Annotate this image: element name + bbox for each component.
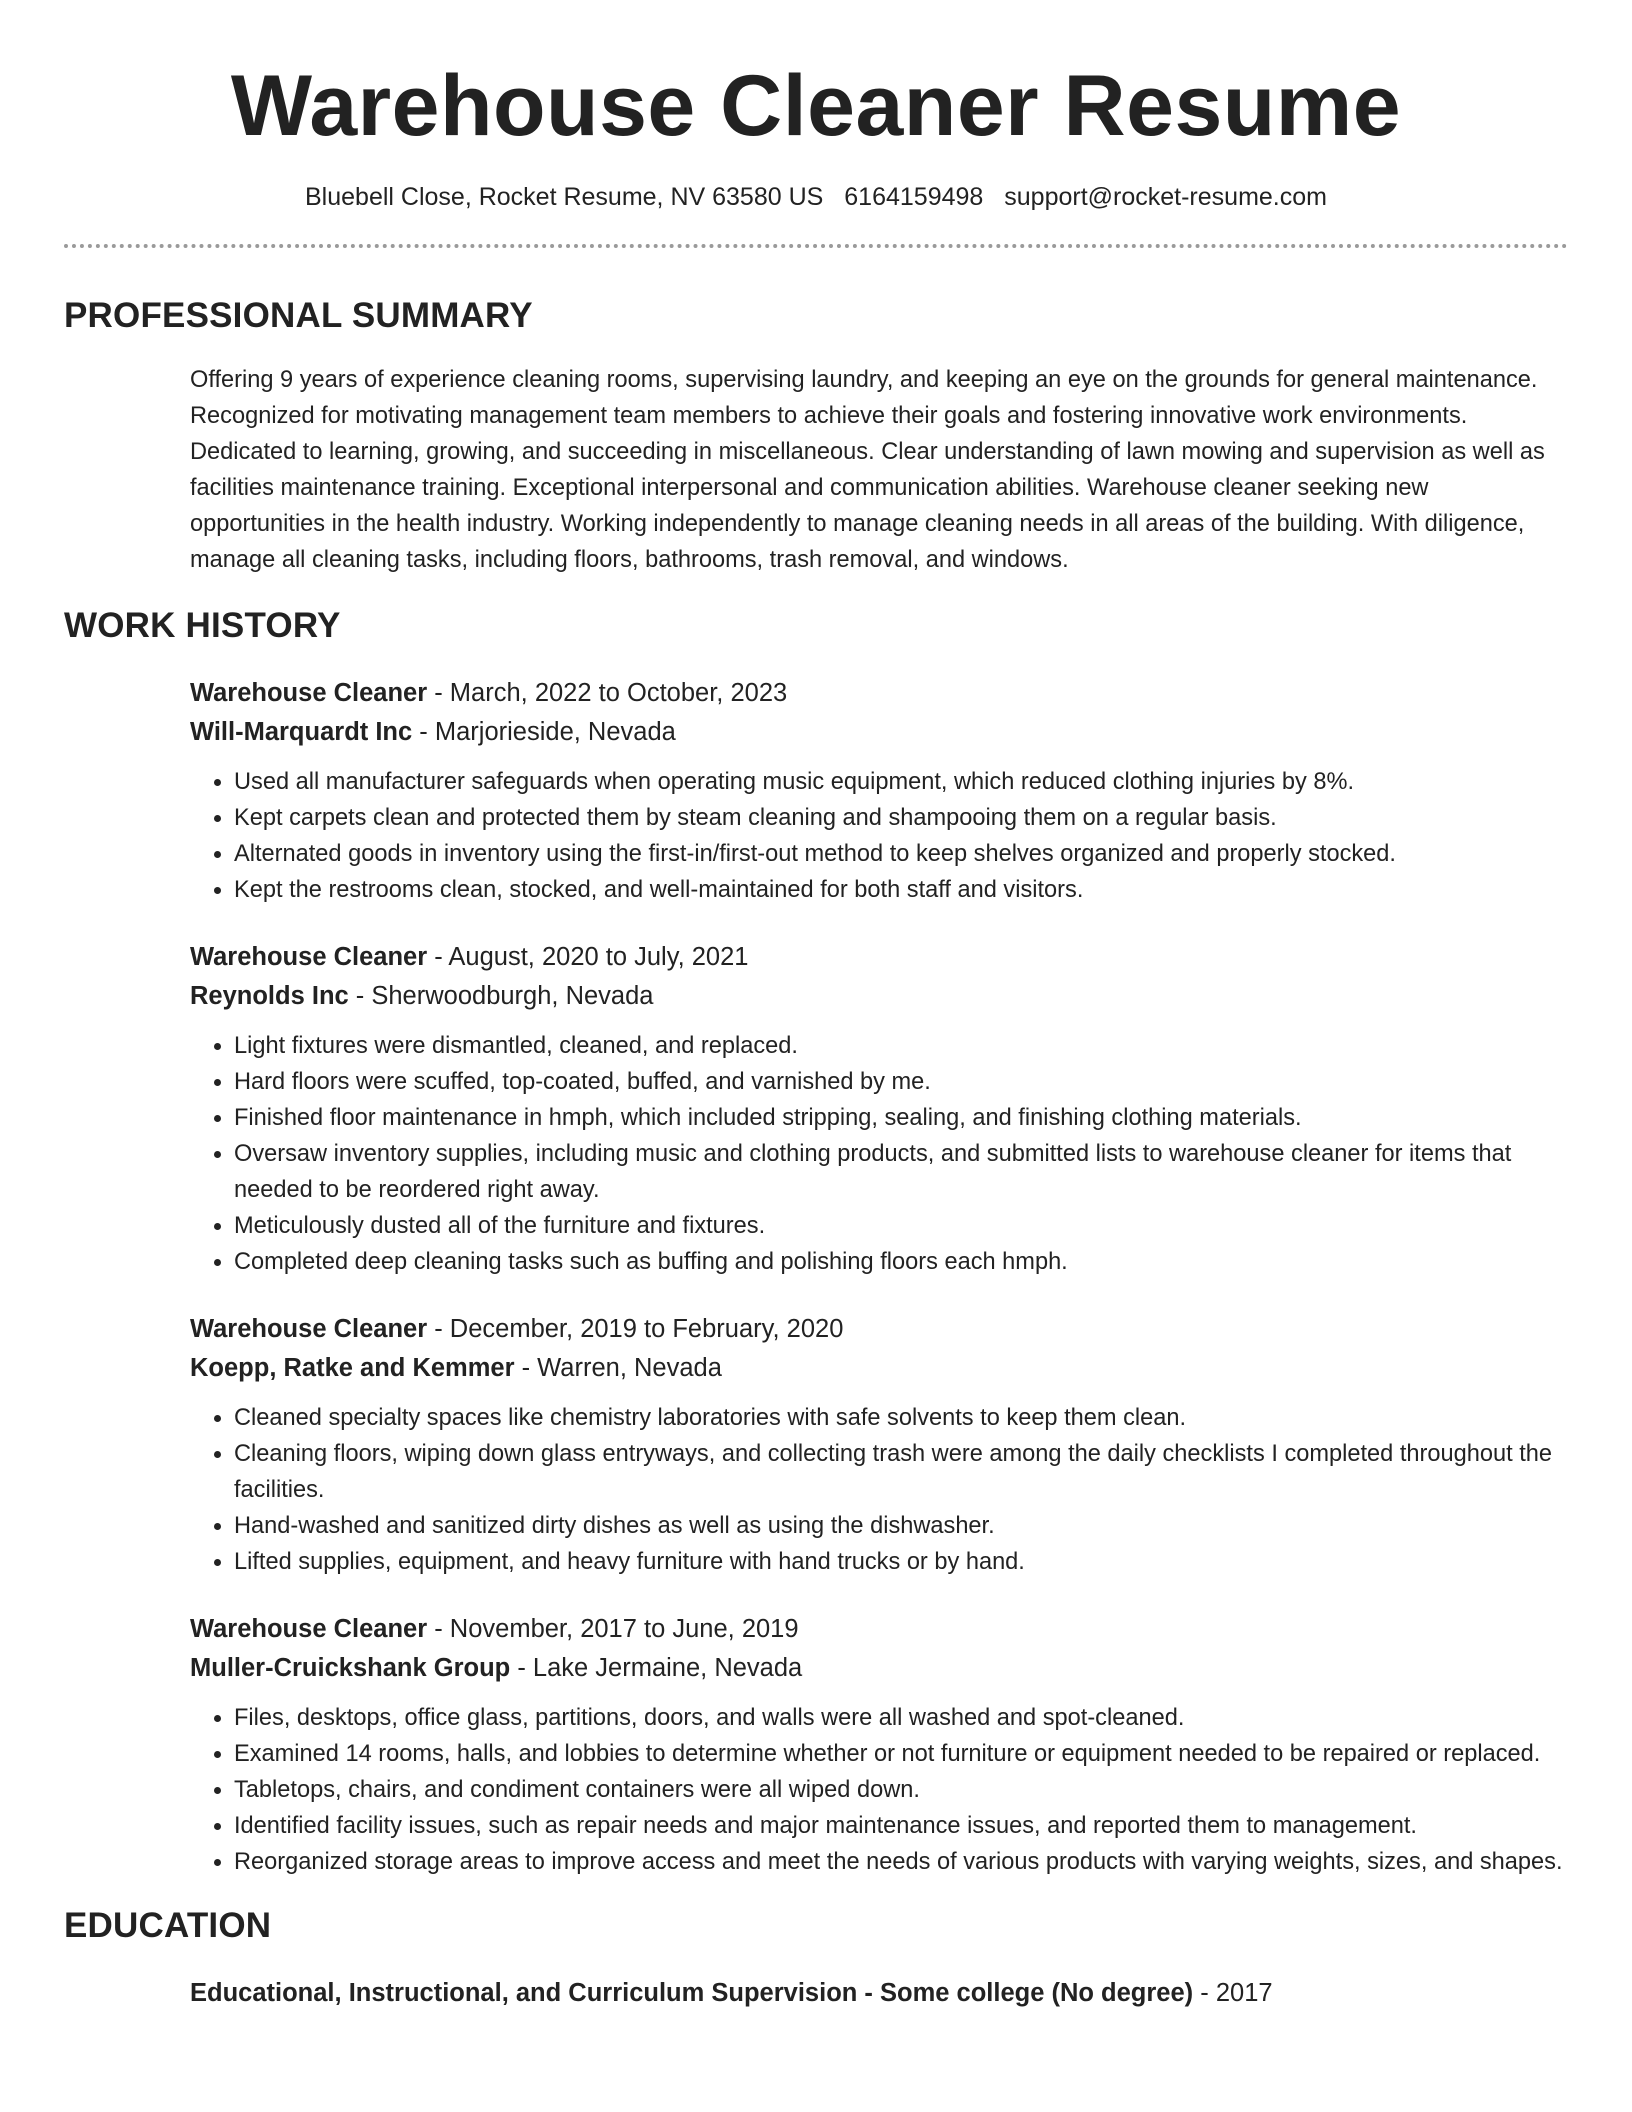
contact-address: Bluebell Close, Rocket Resume, NV 63580 US <box>305 183 824 211</box>
job-bullet: • Completed deep cleaning tasks such as buffing and polishing floors each hmph. <box>234 1244 1568 1280</box>
work-history-heading: WORK HISTORY <box>64 606 341 645</box>
job-company: Muller-Cruickshank Group <box>190 1654 511 1682</box>
job-location: - Marjorieside, Nevada <box>412 718 676 746</box>
education-heading: EDUCATION <box>64 1906 272 1945</box>
job-bullets <box>190 1400 1568 1580</box>
job-bullet: • Tabletops, chairs, and condiment containers were all wiped down. <box>234 1772 1568 1808</box>
job-title-line <box>190 938 1568 977</box>
job-title: Warehouse Cleaner <box>190 943 428 971</box>
job-entry <box>190 1610 1568 1880</box>
job-bullet: • Finished floor maintenance in hmph, which included stripping, sealing, and finishing clothing materials. <box>234 1100 1568 1136</box>
job-bullet: • Identified facility issues, such as repair needs and major maintenance issues, and reported them to management. <box>234 1808 1568 1844</box>
job-bullet: • Files, desktops, office glass, partitions, doors, and walls were all washed and spot-cleaned. <box>234 1700 1568 1736</box>
job-bullet: • Hard floors were scuffed, top-coated, buffed, and varnished by me. <box>234 1064 1568 1100</box>
job-company-line <box>190 1649 1568 1688</box>
job-location: - Sherwoodburgh, Nevada <box>348 982 654 1010</box>
job-company-line <box>190 713 1568 752</box>
job-title: Warehouse Cleaner <box>190 1615 428 1643</box>
contact-line <box>64 180 1568 214</box>
contact-email: support@rocket-resume.com <box>1004 183 1327 211</box>
job-title: Warehouse Cleaner <box>190 679 428 707</box>
job-bullets <box>190 1028 1568 1280</box>
job-location: - Warren, Nevada <box>514 1354 722 1382</box>
contact-phone: 6164159498 <box>844 183 984 211</box>
job-dates: - November, 2017 to June, 2019 <box>427 1615 799 1643</box>
job-bullet: • Used all manufacturer safeguards when operating music equipment, which reduced clothing injuries by 8%. <box>234 764 1568 800</box>
resume-title: Warehouse Cleaner Resume <box>230 58 1402 154</box>
work-history-list <box>190 674 1568 1880</box>
header-divider <box>64 244 1568 248</box>
job-bullet: • Hand-washed and sanitized dirty dishes as well as using the dishwasher. <box>234 1508 1568 1544</box>
job-title-line <box>190 1610 1568 1649</box>
job-bullet: • Examined 14 rooms, halls, and lobbies to determine whether or not furniture or equipment needed to be repaired or replaced. <box>234 1736 1568 1772</box>
job-bullet: • Cleaning floors, wiping down glass entryways, and collecting trash were among the daily checklists I completed throughout the facilities. <box>234 1436 1568 1508</box>
job-bullet: • Meticulously dusted all of the furniture and fixtures. <box>234 1208 1568 1244</box>
job-company: Reynolds Inc <box>190 982 349 1010</box>
job-entry <box>190 1310 1568 1580</box>
job-title-line <box>190 674 1568 713</box>
job-entry <box>190 938 1568 1280</box>
job-bullet: • Oversaw inventory supplies, including music and clothing products, and submitted lists to warehouse cleaner for items that needed to be reordered right away. <box>234 1136 1568 1208</box>
job-title-line <box>190 1310 1568 1349</box>
job-company: Will-Marquardt Inc <box>190 718 413 746</box>
job-bullets <box>190 1700 1568 1880</box>
job-dates: - March, 2022 to October, 2023 <box>427 679 788 707</box>
job-bullets <box>190 764 1568 908</box>
job-title: Warehouse Cleaner <box>190 1315 428 1343</box>
summary-text: Offering 9 years of experience cleaning rooms, supervising laundry, and keeping an eye on the grounds for general maintenance. Recognized for motivating management team members to achieve their goals and fostering innovative work environments. Dedicated to learning, growing, and succeeding in miscellaneous. Clear understanding of lawn mowing and supervision as well as facilities maintenance training. Exceptional interpersonal and communication abilities. Warehouse cleaner seeking new opportunities in the health industry. Working independently to manage cleaning needs in all areas of the building. With diligence, manage all cleaning tasks, including floors, bathrooms, trash removal, and windows. <box>190 367 1545 573</box>
job-company: Koepp, Ratke and Kemmer <box>190 1354 515 1382</box>
job-location: - Lake Jermaine, Nevada <box>510 1654 803 1682</box>
education-year: - 2017 <box>1193 1979 1273 2007</box>
job-bullet: • Alternated goods in inventory using the first-in/first-out method to keep shelves organized and properly stocked. <box>234 836 1568 872</box>
job-dates: - August, 2020 to July, 2021 <box>427 943 749 971</box>
job-bullet: • Kept carpets clean and protected them by steam cleaning and shampooing them on a regular basis. <box>234 800 1568 836</box>
job-bullet: • Kept the restrooms clean, stocked, and well-maintained for both staff and visitors. <box>234 872 1568 908</box>
job-bullet: • Reorganized storage areas to improve access and meet the needs of various products with varying weights, sizes, and shapes. <box>234 1844 1568 1880</box>
education-degree: Educational, Instructional, and Curriculum Supervision - Some college (No degree) <box>190 1979 1194 2007</box>
job-dates: - December, 2019 to February, 2020 <box>427 1315 844 1343</box>
job-company-line <box>190 1349 1568 1388</box>
job-bullet: • Lifted supplies, equipment, and heavy furniture with hand trucks or by hand. <box>234 1544 1568 1580</box>
summary-heading: PROFESSIONAL SUMMARY <box>64 296 533 335</box>
education-entry <box>190 1974 1568 2013</box>
job-company-line <box>190 977 1568 1016</box>
job-bullet: • Light fixtures were dismantled, cleaned, and replaced. <box>234 1028 1568 1064</box>
job-entry <box>190 674 1568 908</box>
job-bullet: • Cleaned specialty spaces like chemistry laboratories with safe solvents to keep them clean. <box>234 1400 1568 1436</box>
